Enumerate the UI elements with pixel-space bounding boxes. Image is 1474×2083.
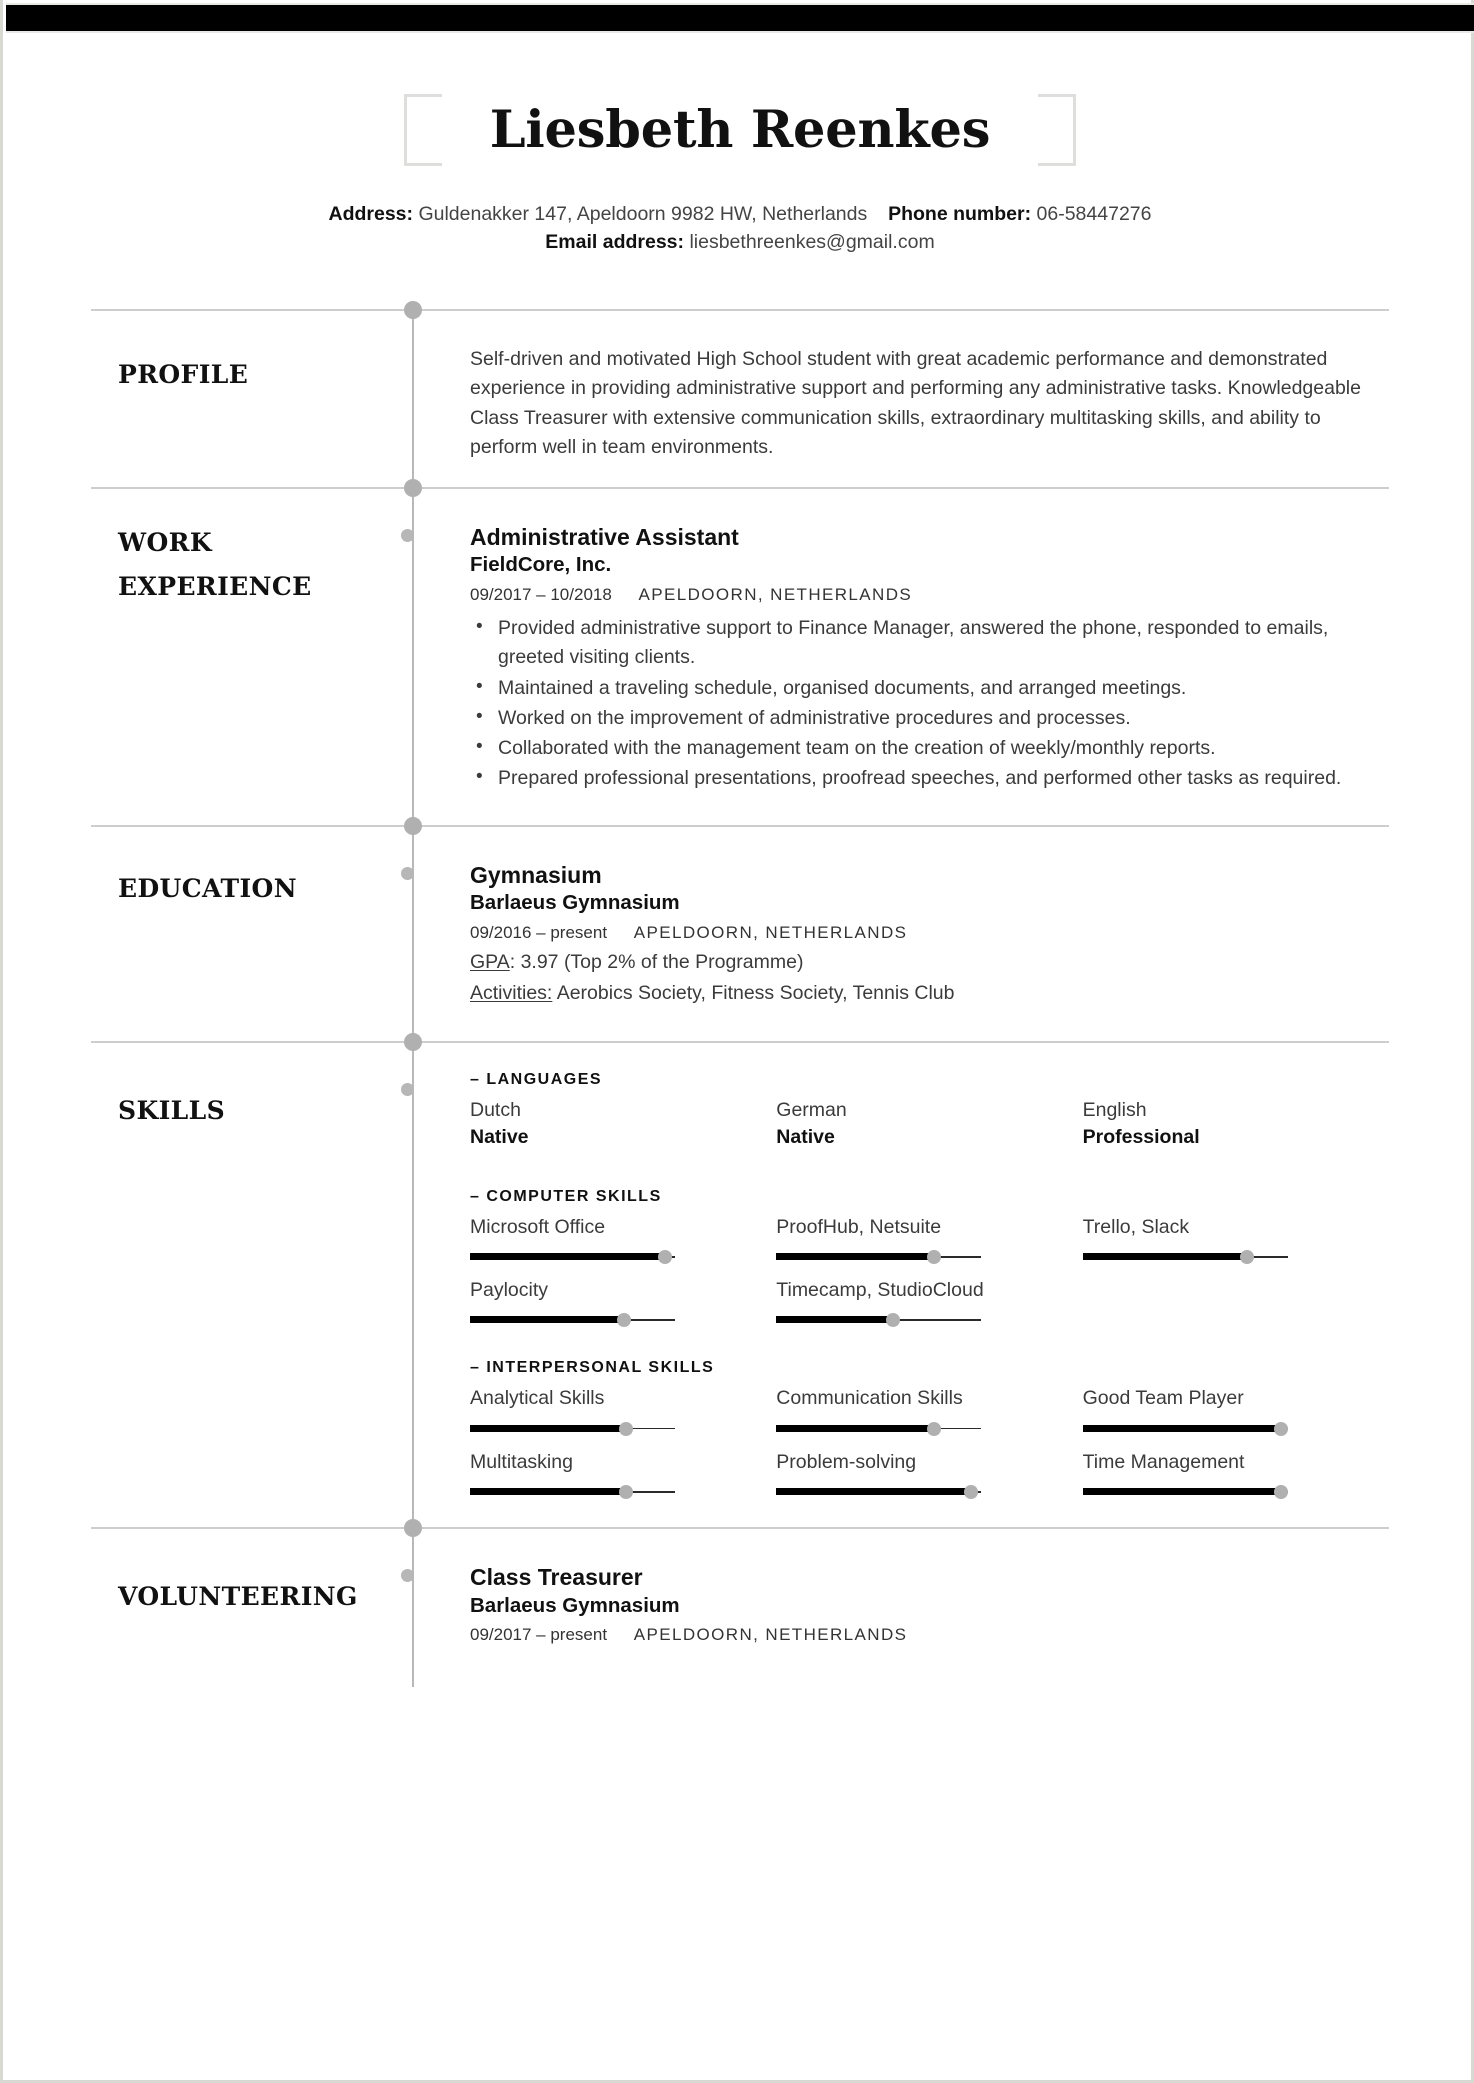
skill-name: Communication Skills	[776, 1387, 963, 1410]
skill-cell	[1083, 1215, 1389, 1264]
skill-group-title: – LANGUAGES	[470, 1071, 603, 1089]
work-label-line-2: EXPERIENCE	[118, 571, 312, 601]
work-label-line-1: WORK	[118, 528, 212, 558]
skill-name: Time Management	[1082, 1450, 1245, 1473]
bar-knob	[617, 1313, 631, 1327]
name-row	[3, 94, 1474, 166]
section-label-volunteering: VOLUNTEERING	[118, 1582, 358, 1612]
resume-header	[3, 36, 1474, 257]
timeline-node	[404, 301, 422, 319]
education-activities-line	[470, 979, 1389, 1007]
timeline-node	[404, 479, 422, 497]
bar-fill	[470, 1488, 626, 1495]
language-level: Professional	[1082, 1126, 1200, 1149]
skill-grid	[470, 1386, 1389, 1513]
bar-fill	[776, 1253, 934, 1260]
skill-rating-bar	[1083, 1485, 1288, 1499]
bar-fill	[470, 1425, 626, 1432]
education-dates: 09/2016 – present	[470, 922, 608, 942]
skill-cell	[1083, 1386, 1389, 1435]
bar-fill	[1083, 1488, 1282, 1495]
address-value: Guldenakker 147, Apeldoorn 9982 HW, Netherlands	[418, 203, 868, 225]
section-label-education: EDUCATION	[118, 873, 297, 903]
skill-group-title: – INTERPERSONAL SKILLS	[470, 1359, 715, 1377]
skill-cell	[776, 1278, 1082, 1327]
volunteer-organization: Barlaeus Gymnasium	[470, 1593, 680, 1617]
contact-line-1	[3, 200, 1474, 228]
skill-cell-empty	[1083, 1278, 1389, 1327]
skill-group-languages	[470, 1071, 1389, 1166]
skill-name: Analytical Skills	[470, 1387, 605, 1410]
skill-name: Trello, Slack	[1082, 1215, 1190, 1238]
education-institution: Barlaeus Gymnasium	[470, 890, 680, 914]
skill-rating-bar	[1083, 1422, 1288, 1436]
skill-group-interpersonal	[470, 1359, 1389, 1513]
skill-group-computer	[470, 1188, 1389, 1342]
job-title: Administrative Assistant	[470, 524, 739, 551]
volunteer-dates: 09/2017 – present	[470, 1625, 608, 1645]
skill-cell	[776, 1386, 1082, 1435]
language-level: Native	[776, 1126, 835, 1149]
right-bracket-decoration	[1038, 94, 1076, 166]
language-name: English	[1082, 1099, 1147, 1122]
section-volunteering	[3, 1527, 1474, 1687]
skill-name: ProofHub, Netsuite	[776, 1215, 942, 1238]
bar-knob	[658, 1250, 672, 1264]
skill-rating-bar	[776, 1313, 981, 1327]
skill-rating-bar	[776, 1250, 981, 1264]
email-value: liesbethreenkes@gmail.com	[689, 231, 935, 254]
skill-rating-bar	[470, 1250, 675, 1264]
skill-name: Multitasking	[470, 1450, 573, 1473]
skill-cell	[1083, 1098, 1389, 1152]
education-meta	[470, 922, 1389, 945]
language-name: Dutch	[470, 1099, 521, 1122]
skill-cell	[470, 1278, 776, 1327]
contact-info	[3, 200, 1474, 257]
list-item: • Maintained a traveling schedule, organised documents, and arranged meetings.	[496, 674, 1389, 703]
gpa-label: GPA	[470, 950, 510, 973]
bar-knob	[886, 1313, 900, 1327]
skill-name: Problem-solving	[776, 1450, 917, 1473]
section-content-volunteering	[412, 1527, 1474, 1687]
education-location: APELDOORN, NETHERLANDS	[633, 922, 908, 942]
section-profile	[3, 309, 1474, 488]
section-content-profile	[412, 309, 1474, 488]
skill-rating-bar	[470, 1422, 675, 1436]
skill-rating-bar	[776, 1422, 981, 1436]
section-content-skills	[412, 1041, 1474, 1527]
activities-label: Activities:	[470, 981, 553, 1004]
list-item: • Prepared professional presentations, proofread speeches, and performed other tasks as required.	[496, 764, 1389, 793]
job-location: APELDOORN, NETHERLANDS	[638, 585, 913, 605]
bar-knob	[927, 1250, 941, 1264]
timeline-entry-dot	[401, 1569, 414, 1582]
list-item: • Collaborated with the management team on the creation of weekly/monthly reports.	[496, 734, 1389, 763]
section-label-profile: PROFILE	[118, 359, 249, 389]
skill-cell	[470, 1098, 776, 1152]
bar-fill	[776, 1488, 971, 1495]
left-bracket-decoration	[404, 94, 442, 166]
bar-fill	[776, 1425, 934, 1432]
skill-cell	[470, 1215, 776, 1264]
bar-knob	[1274, 1485, 1288, 1499]
bar-fill	[1083, 1253, 1247, 1260]
bar-fill	[470, 1316, 624, 1323]
job-organization: FieldCore, Inc.	[470, 553, 612, 577]
section-label-work-experience	[3, 487, 412, 609]
list-item: • Provided administrative support to Finance Manager, answered the phone, responded to emails, greeted visiting clients.	[496, 614, 1389, 673]
skill-cell	[470, 1450, 776, 1499]
job-dates: 09/2017 – 10/2018	[470, 585, 612, 605]
skill-grid	[470, 1098, 1389, 1166]
language-level: Native	[470, 1126, 529, 1149]
phone-label: Phone number:	[888, 203, 1032, 225]
section-label-skills: SKILLS	[118, 1096, 226, 1126]
skill-cell	[470, 1386, 776, 1435]
skill-rating-bar	[470, 1485, 675, 1499]
skill-rating-bar	[1083, 1250, 1288, 1264]
skill-group-title: – COMPUTER SKILLS	[470, 1187, 662, 1205]
skill-name: Paylocity	[470, 1279, 549, 1302]
volunteer-location: APELDOORN, NETHERLANDS	[633, 1625, 908, 1645]
bar-knob	[964, 1485, 978, 1499]
skill-name: Microsoft Office	[470, 1215, 606, 1238]
volunteer-role: Class Treasurer	[470, 1564, 643, 1591]
timeline-entry-dot	[401, 1083, 414, 1096]
timeline-node	[404, 817, 422, 835]
profile-summary-text: Self-driven and motivated High School student with great academic performance and demonstrated experience in providing administrative support and performing any administrative tasks. Knowledgeable Class Treasurer with extensive communication skills, extraordinary multitasking skills, and ability to perform well in team environments.	[470, 347, 1361, 459]
bar-knob	[927, 1422, 941, 1436]
bar-knob	[1274, 1422, 1288, 1436]
timeline-entry-dot	[401, 529, 414, 542]
bar-fill	[1083, 1425, 1282, 1432]
activities-value: Aerobics Society, Fitness Society, Tennis Club	[552, 981, 955, 1004]
contact-line-2	[3, 228, 1474, 256]
section-education	[3, 825, 1474, 1042]
page-title: Liesbeth Reenkes	[489, 99, 991, 160]
skill-rating-bar	[776, 1485, 981, 1499]
bar-knob	[619, 1422, 633, 1436]
section-work-experience	[3, 487, 1474, 825]
timeline-entry-dot	[401, 867, 414, 880]
timeline-node	[404, 1519, 422, 1537]
skill-cell	[776, 1098, 1082, 1152]
gpa-value: : 3.97 (Top 2% of the Programme)	[509, 950, 804, 973]
skill-cell	[1083, 1450, 1389, 1499]
skill-cell	[776, 1215, 1082, 1264]
section-skills	[3, 1041, 1474, 1527]
bar-fill	[470, 1253, 665, 1260]
skill-cell	[776, 1450, 1082, 1499]
skill-grid	[470, 1215, 1389, 1342]
job-meta	[470, 584, 1389, 607]
email-label: Email address:	[545, 231, 685, 254]
bar-fill	[776, 1316, 893, 1323]
top-black-bar	[6, 3, 1474, 33]
education-gpa-line	[470, 948, 1389, 976]
skill-name: Timecamp, StudioCloud	[776, 1279, 984, 1302]
skill-rating-bar	[470, 1313, 675, 1327]
bar-knob	[619, 1485, 633, 1499]
resume-body	[3, 309, 1474, 1688]
address-label: Address:	[328, 203, 414, 225]
language-name: German	[776, 1099, 847, 1122]
job-bullet-list	[470, 614, 1389, 794]
section-content-work-experience	[412, 487, 1474, 825]
volunteer-meta	[470, 1624, 1389, 1647]
timeline-node	[404, 1033, 422, 1051]
skill-name: Good Team Player	[1082, 1387, 1244, 1410]
list-item: • Worked on the improvement of administrative procedures and processes.	[496, 704, 1389, 733]
section-content-education	[412, 825, 1474, 1042]
bar-knob	[1240, 1250, 1254, 1264]
resume-sheet	[3, 36, 1474, 2083]
education-degree: Gymnasium	[470, 861, 602, 888]
phone-value: 06-58447276	[1036, 203, 1152, 225]
